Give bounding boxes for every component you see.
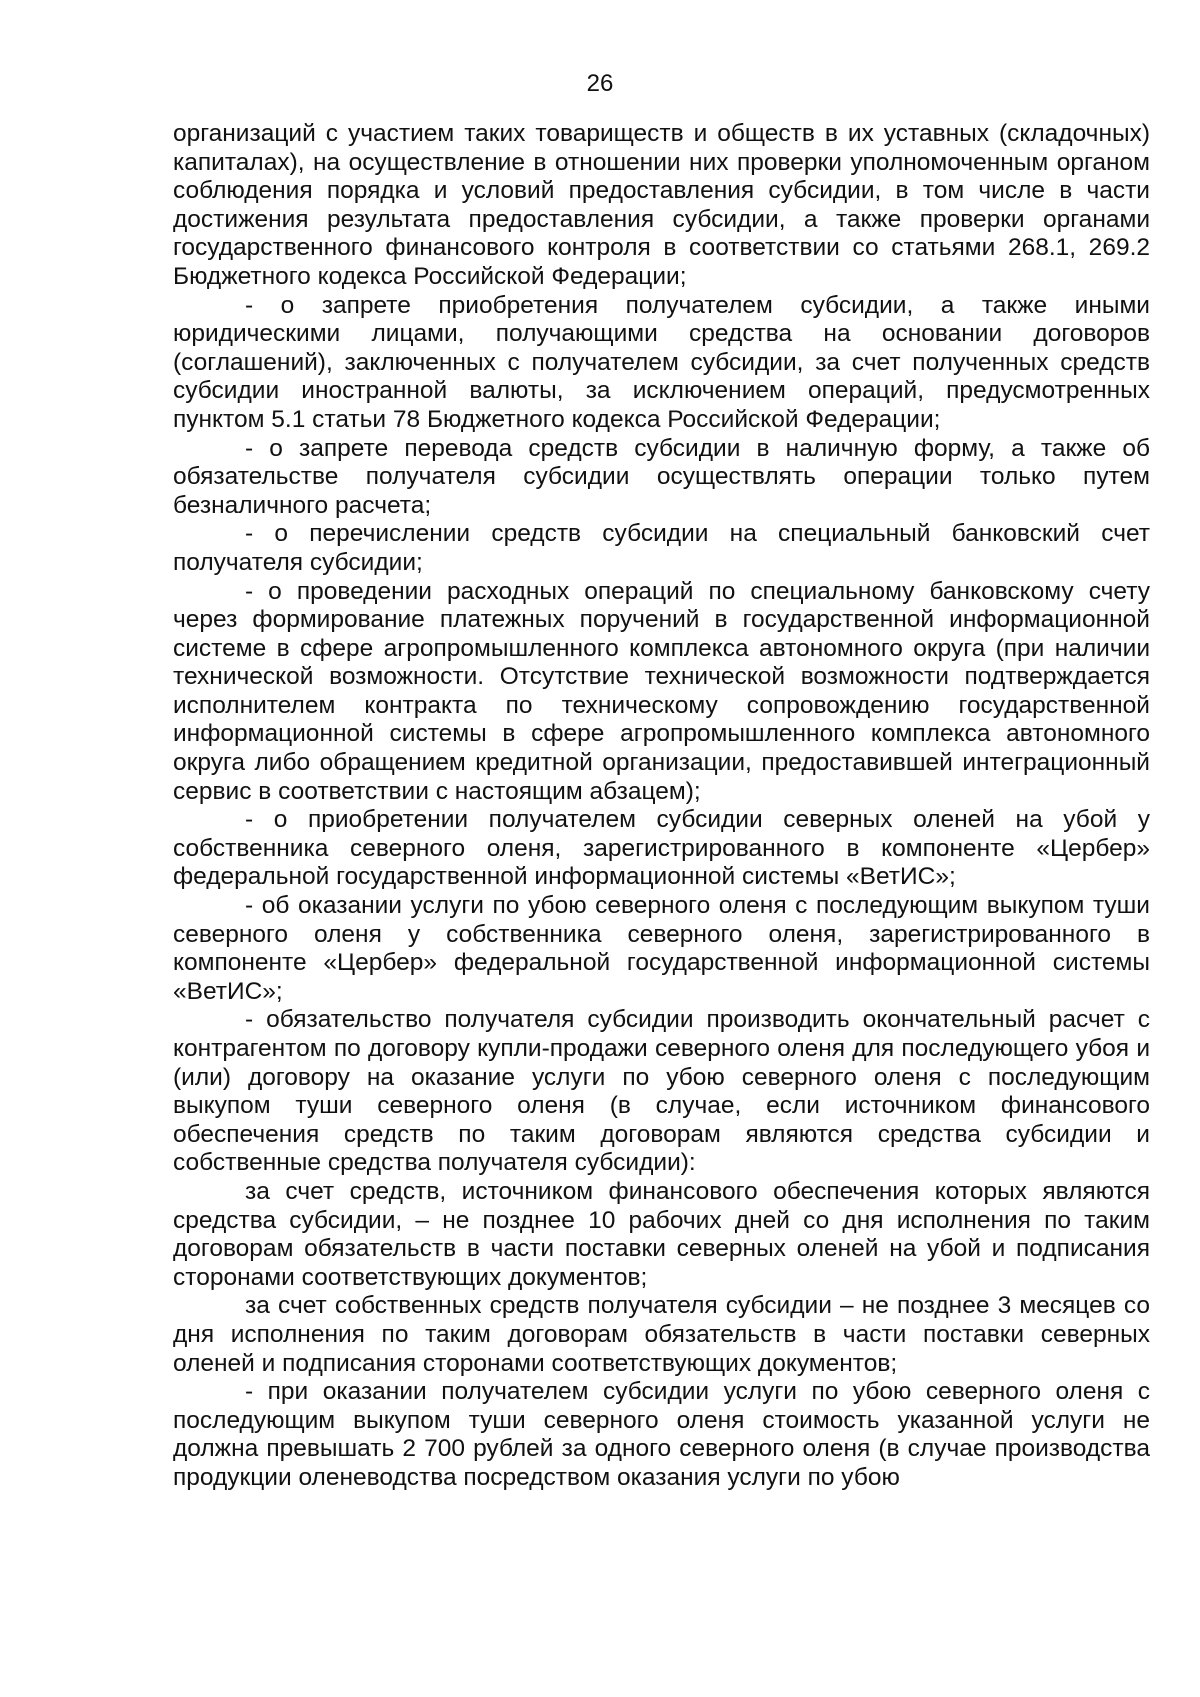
paragraph-cash-ban: - о запрете перевода средств субсидии в наличную форму, а также об обязательстве получателя субсидии осуществлять операции только путем безналичного расчета; [173,434,1150,519]
paragraph-continuation: организаций с участием таких товариществ и обществ в их уставных (складочных) капиталах), на осуществление в отношении них проверки уполномоченным органом соблюдения порядка и условий предоставления субсидии, в том числе в части достижения результата предоставления субсидии, а также проверки органами государственного финансового контроля в соответствии со статьями 268.1, 269.2 Бюджетного кодекса Российской Федерации; [173,120,1150,290]
paragraph-deer-purchase: - о приобретении получателем субсидии северных оленей на убой у собственника северного оленя, зарегистрированного в компоненте «Цербер» федеральной государственной информационной системы «ВетИС»; [173,806,1150,891]
paragraph-subsidy-funds-term: за счет средств, источником финансового обеспечения которых являются средства субсидии, – не позднее 10 рабочих дней со дня исполнения по таким договорам обязательств в части поставки северных оленей на убой и подписания сторонами соответствующих документов; [173,1177,1150,1291]
paragraph-currency-ban: - о запрете приобретения получателем субсидии, а также иными юридическими лицами, получающими средства на основании договоров (соглашений), заключенных с получателем субсидии, за счет полученных средств субсидии иностранной валюты, за исключением операций, предусмотренных пунктом 5.1 статьи 78 Бюджетного кодекса Российской Федерации; [173,291,1150,433]
page-number: 26 [586,70,614,97]
paragraph-final-settlement: - обязательство получателя субсидии производить окончательный расчет с контрагентом по договору купли-продажи северного оленя для последующего убоя и (или) договору на оказание услуги по убою северного оленя с последующим выкупом туши северного оленя (в случае, если источником финансового обеспечения средств по таким договорам являются средства субсидии и собственные средства получателя субсидии): [173,1006,1150,1177]
document-body [173,120,1150,1493]
paragraph-own-funds-term: за счет собственных средств получателя субсидии – не позднее 3 месяцев со дня исполнения по таким договорам обязательств в части поставки северных оленей и подписания сторонами соответствующих документов; [173,1292,1150,1377]
paragraph-special-account: - о перечислении средств субсидии на специальный банковский счет получателя субсидии; [173,520,1150,576]
paragraph-service-cost: - при оказании получателем субсидии услуги по убою северного оленя с последующим выкупом туши северного оленя стоимость указанной услуги не должна превышать 2 700 рублей за одного северного оленя (в случае производства продукции оленеводства посредством оказания услуги по убою [173,1378,1150,1491]
paragraph-payment-orders: - о проведении расходных операций по специальному банковскому счету через формирование платежных поручений в государственной информационной системе в сфере агропромышленного комплекса автономного округа (при наличии технической возможности. Отсутствие технической возможности подтверждается исполнителем контракта по техническому сопровождению государственной информационной системы в сфере агропромышленного комплекса автономного округа либо обращением кредитной организации, предоставившей интеграционный сервис в соответствии с настоящим абзацем); [173,577,1150,805]
paragraph-slaughter-service: - об оказании услуги по убою северного оленя с последующим выкупом туши северного оленя у собственника северного оленя, зарегистрированного в компоненте «Цербер» федеральной государственной информационной системы «ВетИС»; [173,892,1150,1005]
